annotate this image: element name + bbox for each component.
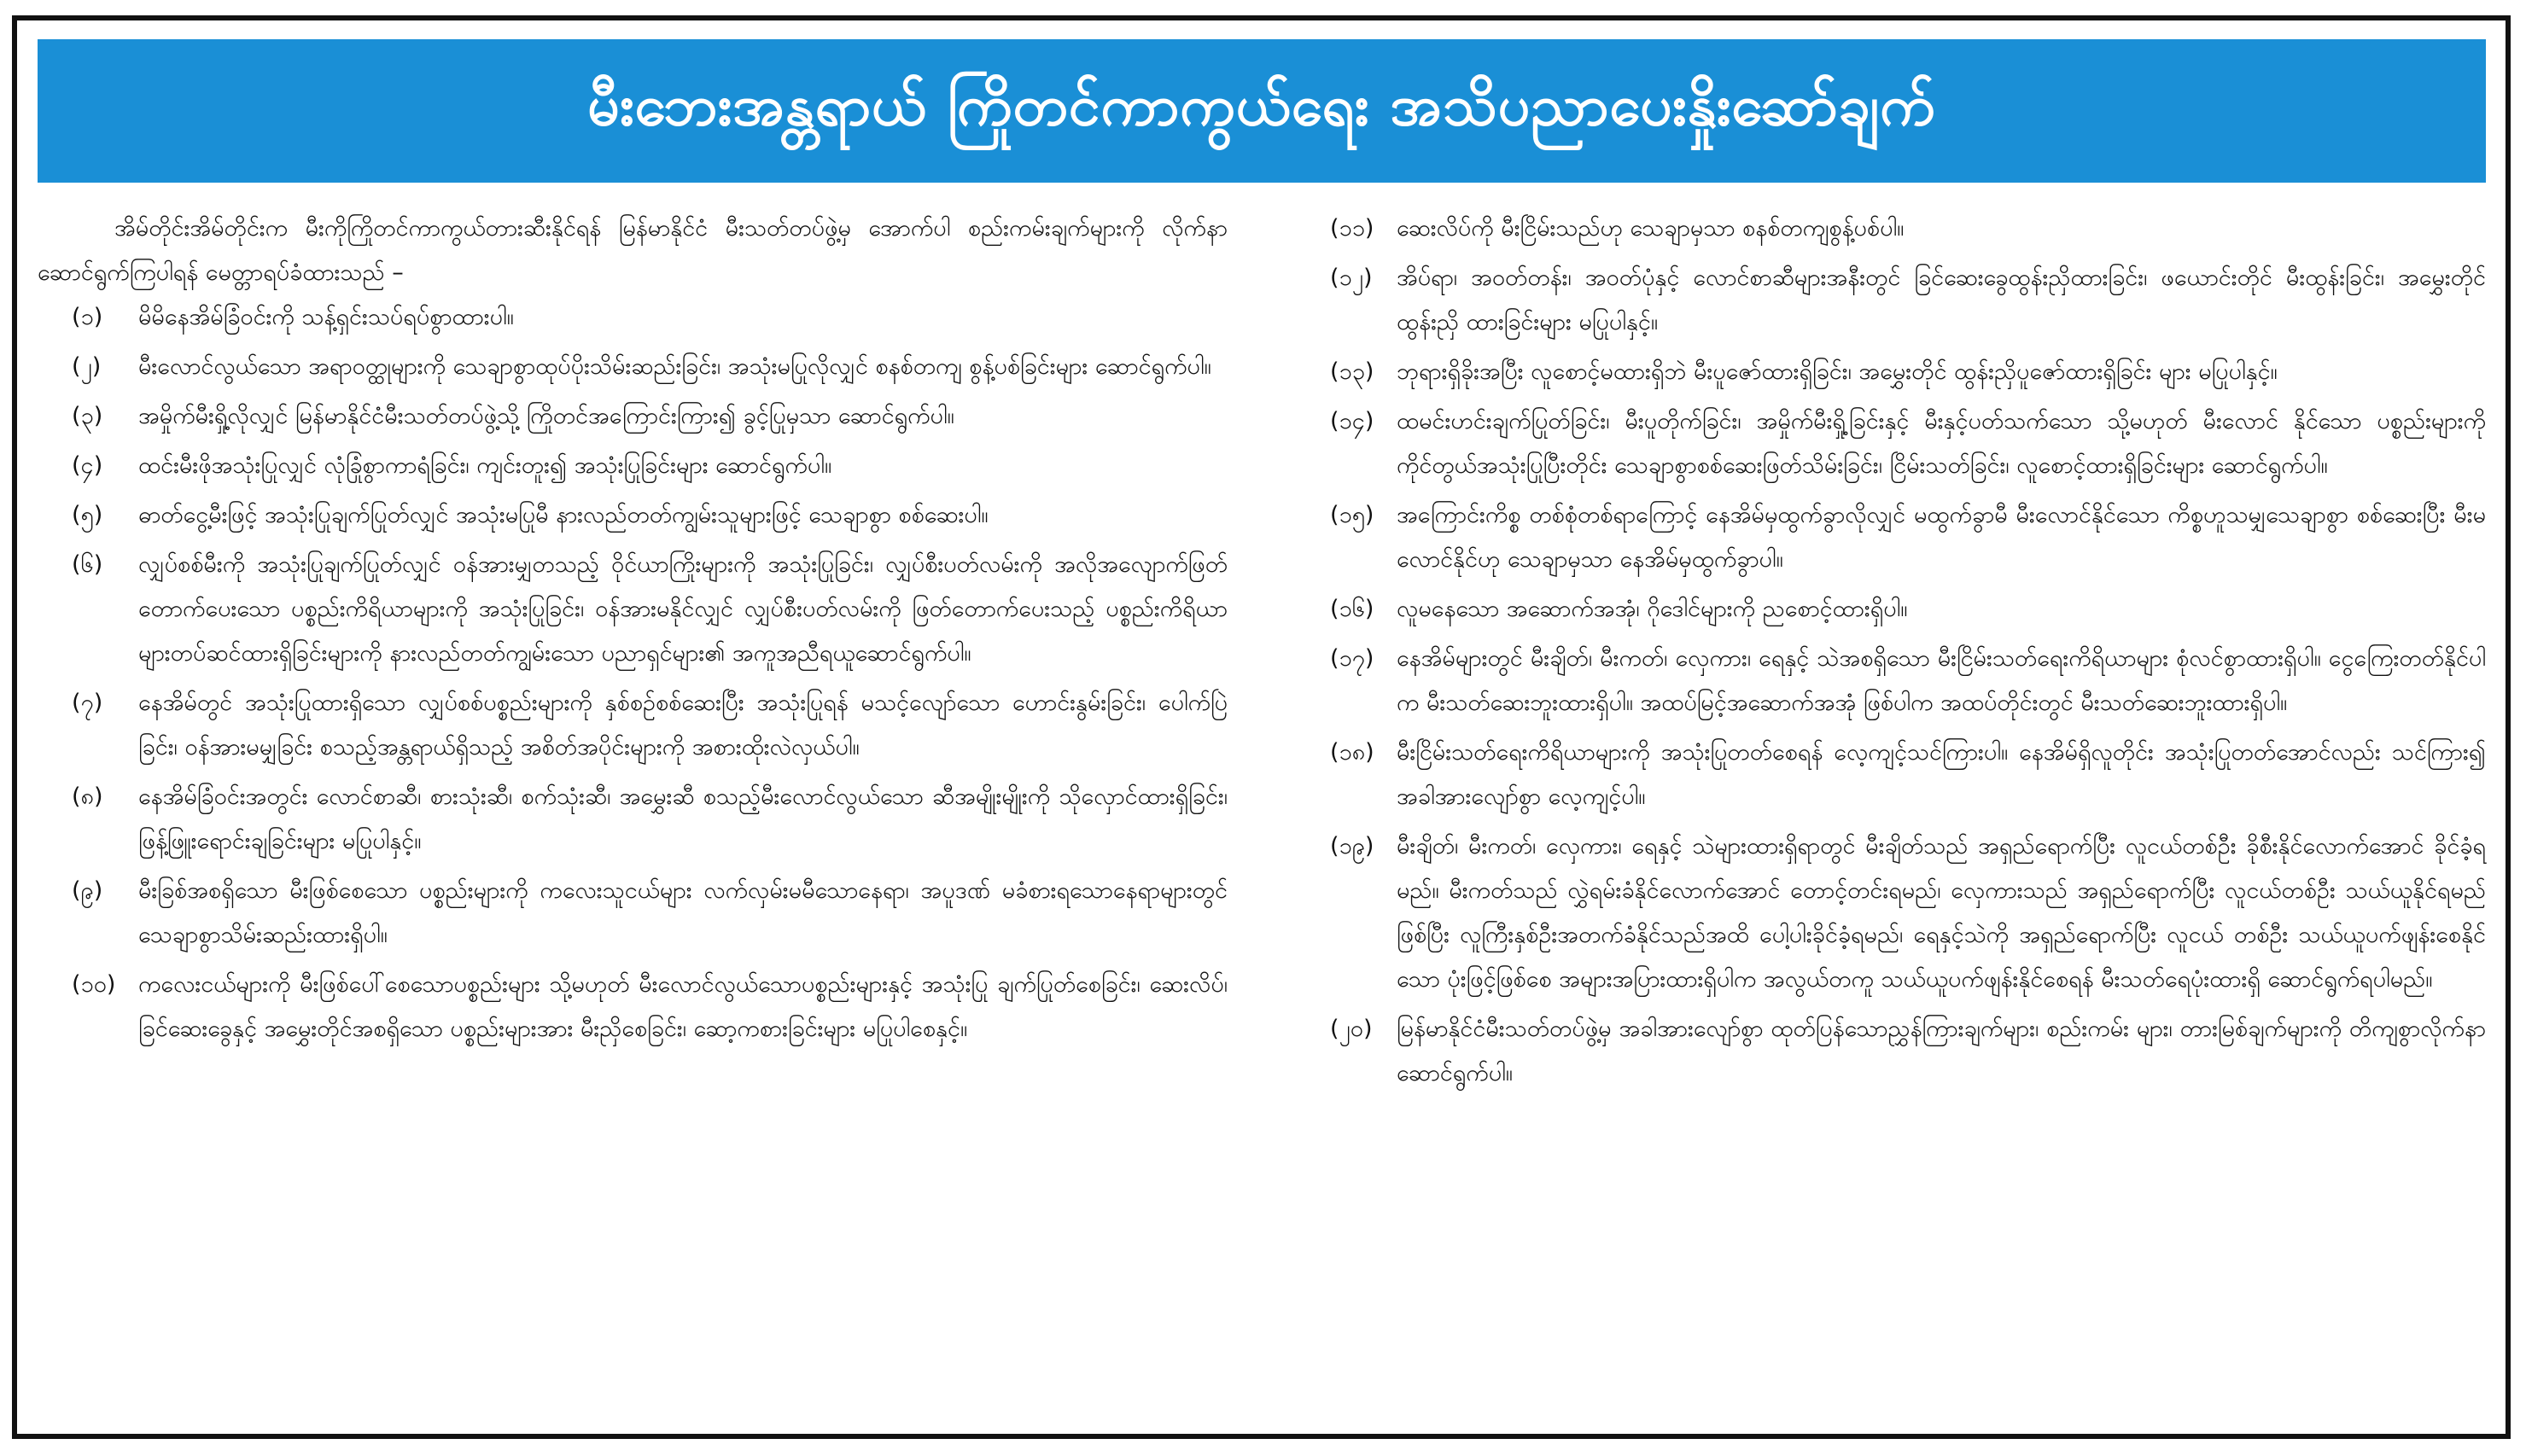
item-text: မီးလောင်လွယ်သော အရာဝတ္ထုများကို သေချာစွာထုပ်ပိုးသိမ်းဆည်းခြင်း၊ အသုံးမပြုလိုလျှင် စနစ်တကျ စွန့်ပစ်ခြင်းများ ဆောင်ရွက်ပါ။ bbox=[138, 353, 1211, 380]
item-number: (၁၃) bbox=[1330, 358, 1374, 385]
left-item-list bbox=[38, 295, 1228, 1051]
list-item bbox=[1296, 399, 2486, 488]
list-item bbox=[38, 775, 1228, 864]
item-number: (၅) bbox=[72, 502, 103, 528]
item-text: အိပ်ရာ၊ အဝတ်တန်း၊ အဝတ်ပုံနှင့် လောင်စာဆီများအနီးတွင် ခြင်ဆေးခွေထွန်းညှိထားခြင်း၊ ဖယောင်းတိုင် မီးထွန်းခြင်း၊ အမွှေးတိုင်ထွန်းညှိ ထားခြင်းများ မပြုပါနှင့်။ bbox=[1397, 265, 2486, 335]
list-item bbox=[38, 444, 1228, 488]
list-item bbox=[38, 681, 1228, 770]
item-number: (၁၈) bbox=[1330, 739, 1374, 766]
item-number: (၁၆) bbox=[1330, 596, 1374, 622]
list-item bbox=[38, 543, 1228, 676]
right-column bbox=[1296, 207, 2486, 1418]
list-item bbox=[1296, 587, 2486, 632]
item-number: (၉) bbox=[72, 877, 103, 904]
item-number: (၂၀) bbox=[1330, 1016, 1373, 1042]
item-number: (၇) bbox=[72, 690, 103, 716]
list-item bbox=[1296, 350, 2486, 394]
item-text: ဘုရားရှိခိုးအပြီး လူစောင့်မထားရှိဘဲ မီးပူဇော်ထားရှိခြင်း၊ အမွှေးတိုင် ထွန်းညှိပူဇော်ထားရှိခြင်း များ မပြုပါနှင့်။ bbox=[1397, 358, 2278, 385]
item-number: (၆) bbox=[72, 551, 103, 578]
item-text: လျှပ်စစ်မီးကို အသုံးပြုချက်ပြုတ်လျှင် ဝန်အားမျှတသည့် ဝိုင်ယာကြိုးများကို အသုံးပြုခြင်း၊ လျှပ်စီးပတ်လမ်းကို အလိုအလျောက်ဖြတ်တောက်ပေးသော ပစ္စည်းကိရိယာများကို အသုံးပြုခြင်း၊ ဝန်အားမနိုင်လျှင် လျှပ်စီးပတ်လမ်းကို ဖြတ်တောက်ပေးသည့် ပစ္စည်းကိရိယာများတပ်ဆင်ထားရှိခြင်းများကို နားလည်တတ်ကျွမ်းသော ပညာရှင်များ၏ အကူအညီရယူဆောင်ရွက်ပါ။ bbox=[138, 551, 1228, 667]
list-item bbox=[1296, 731, 2486, 819]
list-item bbox=[1296, 637, 2486, 725]
list-item bbox=[38, 963, 1228, 1051]
item-number: (၃) bbox=[72, 403, 103, 429]
notice-body bbox=[38, 207, 2486, 1418]
title-banner bbox=[38, 39, 2486, 183]
list-item bbox=[38, 869, 1228, 958]
item-text: အကြောင်းကိစ္စ တစ်စုံတစ်ရာကြောင့် နေအိမ်မှထွက်ခွာလိုလျှင် မထွက်ခွာမီ မီးလောင်နိုင်သော ကိစ္စဟူသမျှသေချာစွာ စစ်ဆေးပြီး မီးမလောင်နိုင်ဟု သေချာမှသာ နေအိမ်မှထွက်ခွာပါ။ bbox=[1397, 502, 2486, 573]
item-text: မီးခြစ်အစရှိသော မီးဖြစ်စေသော ပစ္စည်းများကို ကလေးသူငယ်များ လက်လှမ်းမမီသောနေရာ၊ အပူဒဏ် မခံစားရသောနေရာများတွင် သေချာစွာသိမ်းဆည်းထားရှိပါ။ bbox=[138, 877, 1228, 948]
item-number: (၁၂) bbox=[1330, 265, 1373, 291]
right-item-list bbox=[1296, 207, 2486, 1096]
item-text: မိမိနေအိမ်ခြံဝင်းကို သန့်ရှင်းသပ်ရပ်စွာထားပါ။ bbox=[138, 304, 514, 330]
item-text: မြန်မာနိုင်ငံမီးသတ်တပ်ဖွဲ့မှ အခါအားလျော်စွာ ထုတ်ပြန်သောညွှန်ကြားချက်များ၊ စည်းကမ်း များ၊ တားမြစ်ချက်များကို တိကျစွာလိုက်နာဆောင်ရွက်ပါ။ bbox=[1397, 1016, 2486, 1086]
left-column bbox=[38, 207, 1228, 1418]
item-number: (၁၉) bbox=[1330, 833, 1374, 859]
item-text: ထင်းမီးဖိုအသုံးပြုလျှင် လုံခြုံစွာကာရံခြင်း၊ ကျင်းတူး၍ အသုံးပြုခြင်းများ ဆောင်ရွက်ပါ။ bbox=[138, 452, 832, 479]
item-number: (၁) bbox=[72, 304, 103, 330]
item-text: ဓာတ်ငွေ့မီးဖြင့် အသုံးပြုချက်ပြုတ်လျှင် အသုံးမပြုမီ နားလည်တတ်ကျွမ်းသူများဖြင့် သေချာစွာ စစ်ဆေးပါ။ bbox=[138, 502, 989, 528]
list-item bbox=[38, 394, 1228, 439]
intro-paragraph: အိမ်တိုင်းအိမ်တိုင်းက မီးကိုကြိုတင်ကာကွယ်တားဆီးနိုင်ရန် မြန်မာနိုင်ငံ မီးသတ်တပ်ဖွဲ့မှ အောက်ပါ စည်းကမ်းချက်များကို လိုက်နာဆောင်ရွက်ကြပါရန် မေတ္တာရပ်ခံထားသည် – bbox=[38, 215, 1228, 286]
item-text: လူမနေသော အဆောက်အအုံ၊ ဂိုဒေါင်များကို ညစောင့်ထားရှိပါ။ bbox=[1397, 596, 1908, 622]
page-title: မီးဘေးအန္တရာယ် ကြိုတင်ကာကွယ်ရေး အသိပညာပေးနှိုးဆော်ချက် bbox=[587, 72, 1936, 138]
item-text: အမှိုက်မီးရှို့လိုလျှင် မြန်မာနိုင်ငံမီးသတ်တပ်ဖွဲ့သို့ ကြိုတင်အကြောင်းကြား၍ ခွင့်ပြုမှသာ ဆောင်ရွက်ပါ။ bbox=[138, 403, 954, 429]
item-text: ဆေးလိပ်ကို မီးငြိမ်းသည်ဟု သေချာမှသာ စနစ်တကျစွန့်ပစ်ပါ။ bbox=[1397, 215, 1905, 242]
item-text: ကလေးငယ်များကို မီးဖြစ်ပေါ်စေသောပစ္စည်းများ သို့မဟုတ် မီးလောင်လွယ်သောပစ္စည်းများနှင့် အသုံးပြု ချက်ပြုတ်စေခြင်း၊ ဆေးလိပ်၊ ခြင်ဆေးခွေနှင့် အမွှေးတိုင်အစရှိသော ပစ္စည်းများအား မီးညှိစေခြင်း၊ ဆော့ကစားခြင်းများ မပြုပါစေနှင့်။ bbox=[138, 971, 1228, 1042]
item-number: (၁၇) bbox=[1330, 645, 1374, 672]
list-item bbox=[38, 295, 1228, 340]
item-text: နေအိမ်များတွင် မီးချိတ်၊ မီးကတ်၊ လှေကား၊ ရေနှင့် သဲအစရှိသော မီးငြိမ်းသတ်ရေးကိရိယာများ စုံလင်စွာထားရှိပါ။ ငွေကြေးတတ်နိုင်ပါက မီးသတ်ဆေးဘူးထားရှိပါ။ အထပ်မြင့်အဆောက်အအုံ ဖြစ်ပါက အထပ်တိုင်းတွင် မီးသတ်ဆေးဘူးထားရှိပါ။ bbox=[1397, 645, 2486, 716]
item-text: ထမင်းဟင်းချက်ပြုတ်ခြင်း၊ မီးပူတိုက်ခြင်း၊ အမှိုက်မီးရှို့ခြင်းနှင့် မီးနှင့်ပတ်သက်သော သို့မဟုတ် မီးလောင် နိုင်သော ပစ္စည်းများကို ကိုင်တွယ်အသုံးပြုပြီးတိုင်း သေချာစွာစစ်ဆေးဖြတ်သိမ်းခြင်း၊ ငြိမ်းသတ်ခြင်း၊ လူစောင့်ထားရှိခြင်းများ ဆောင်ရွက်ပါ။ bbox=[1397, 408, 2486, 479]
list-item bbox=[1296, 493, 2486, 582]
list-item bbox=[1296, 824, 2486, 1002]
list-item bbox=[1296, 207, 2486, 251]
item-number: (၈) bbox=[72, 783, 103, 810]
item-text: နေအိမ်တွင် အသုံးပြုထားရှိသော လျှပ်စစ်ပစ္စည်းများကို နှစ်စဉ်စစ်ဆေးပြီး အသုံးပြုရန် မသင့်လျော်သော ဟောင်းနွမ်းခြင်း၊ ပေါက်ပြဲခြင်း၊ ဝန်အားမမျှခြင်း စသည့်အန္တရာယ်ရှိသည့် အစိတ်အပိုင်းများကို အစားထိုးလဲလှယ်ပါ။ bbox=[138, 690, 1228, 760]
item-number: (၄) bbox=[72, 452, 103, 479]
list-item bbox=[1296, 1007, 2486, 1096]
notice-frame bbox=[12, 15, 2511, 1439]
list-item bbox=[1296, 256, 2486, 345]
item-text: နေအိမ်ခြံဝင်းအတွင်း လောင်စာဆီ၊ စားသုံးဆီ၊ စက်သုံးဆီ၊ အမွှေးဆီ စသည့်မီးလောင်လွယ်သော ဆီအမျိုးမျိုးကို သိုလှောင်ထားရှိခြင်း၊ ဖြန့်ဖြူးရောင်းချခြင်းများ မပြုပါနှင့်။ bbox=[138, 783, 1228, 854]
item-text: မီးချိတ်၊ မီးကတ်၊ လှေကား၊ ရေနှင့် သဲများထားရှိရာတွင် မီးချိတ်သည် အရှည်ရောက်ပြီး လူငယ်တစ်ဦး ခိုစီးနိုင်လောက်အောင် ခိုင်ခံ့ရမည်။ မီးကတ်သည် လွှဲရမ်းခံနိုင်လောက်အောင် တောင့်တင်းရမည်၊ လှေကားသည် အရှည်ရောက်ပြီး လူငယ်တစ်ဦး သယ်ယူနိုင်ရမည်ဖြစ်ပြီး လူကြီးနှစ်ဦးအတက်ခံနိုင်သည်အထိ ပေါ့ပါးခိုင်ခံ့ရမည်၊ ရေနှင့်သဲကို အရှည်ရောက်ပြီး လူငယ် တစ်ဦး သယ်ယူပက်ဖျန်းစေနိုင်သော ပုံးဖြင့်ဖြစ်စေ အများအပြားထားရှိပါက အလွယ်တကူ သယ်ယူပက်ဖျန်းနိုင်စေရန် မီးသတ်ရေပုံးထားရှိ ဆောင်ရွက်ရပါမည်။ bbox=[1397, 833, 2486, 993]
item-number: (၁၄) bbox=[1330, 408, 1374, 434]
item-number: (၁၅) bbox=[1330, 502, 1374, 528]
item-number: (၁၀) bbox=[72, 971, 116, 998]
list-item bbox=[38, 493, 1228, 538]
list-item bbox=[38, 345, 1228, 389]
item-number: (၁၁) bbox=[1330, 215, 1374, 242]
item-number: (၂) bbox=[72, 353, 102, 380]
item-text: မီးငြိမ်းသတ်ရေးကိရိယာများကို အသုံးပြုတတ်စေရန် လေ့ကျင့်သင်ကြားပါ။ နေအိမ်ရှိလူတိုင်း အသုံးပြုတတ်အောင်လည်း သင်ကြား၍ အခါအားလျော်စွာ လေ့ကျင့်ပါ။ bbox=[1397, 739, 2486, 810]
